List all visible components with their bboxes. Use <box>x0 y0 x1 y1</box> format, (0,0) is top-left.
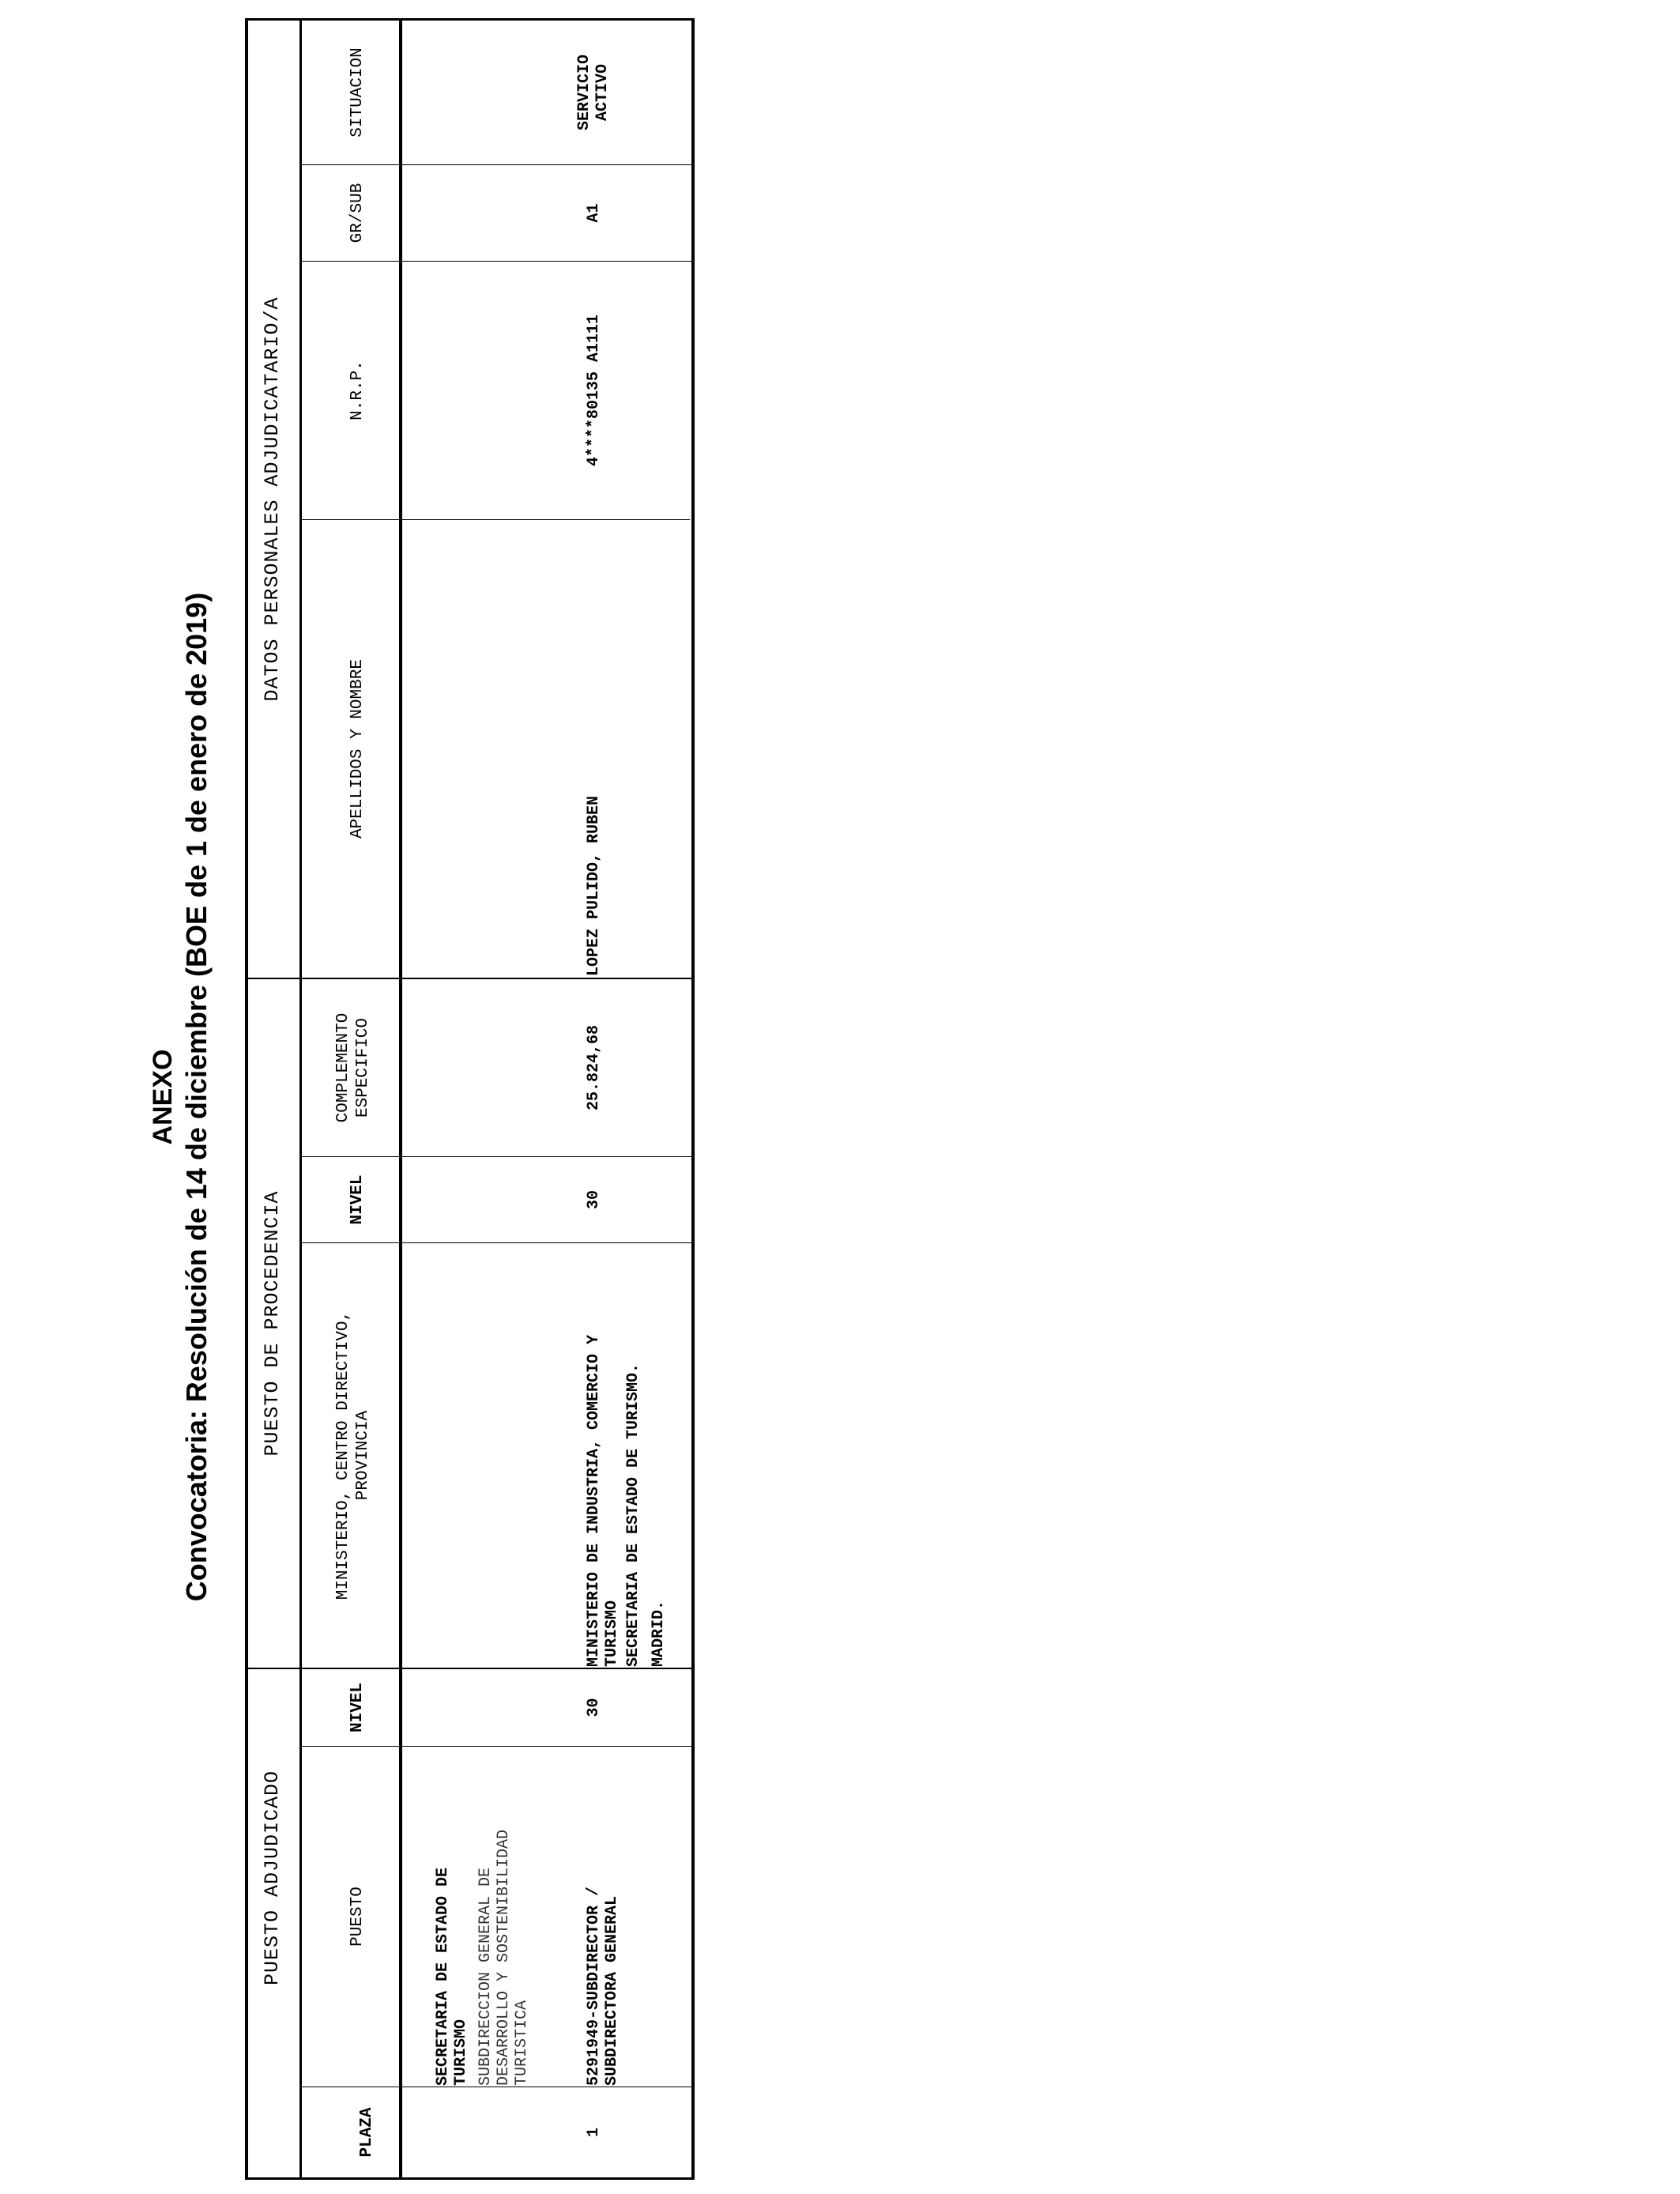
table-border-right <box>245 18 695 21</box>
group-puesto-procedencia: PUESTO DE PROCEDENCIA <box>261 1190 284 1457</box>
section-subdireccion-line3: TURISTICA <box>513 2000 531 2086</box>
row-grsub: A1 <box>585 203 603 223</box>
header-ministerio-line1: MINISTERIO, CENTRO DIRECTIVO, <box>334 1310 352 1600</box>
header-grsub: GR/SUB <box>348 183 367 243</box>
row-apellidos: LOPEZ PULIDO, RUBEN <box>585 795 603 976</box>
row-puesto-line2: SUBDIRECTORA GENERAL <box>603 1895 621 2086</box>
row-complemento: 25.824,68 <box>585 1024 603 1111</box>
section-centro-line2: TURISMO <box>452 2019 470 2086</box>
header-nivel-procedencia: NIVEL <box>348 1174 367 1225</box>
header-ministerio-line2: PROVINCIA <box>354 1410 372 1501</box>
group-datos-personales: DATOS PERSONALES ADJUDICATARIO/A <box>261 296 284 702</box>
header-plaza: PLAZA <box>358 2107 376 2158</box>
table-border-left <box>245 2177 695 2180</box>
header-situacion: SITUACION <box>348 47 367 138</box>
header-puesto: PUESTO <box>348 1887 367 1947</box>
convocatoria-subtitle: Convocatoria: Resolución de 14 de diciembre (BOE de 1 de enero de 2019) <box>180 592 213 1602</box>
row-procedencia-line2: TURISMO <box>603 1600 621 1667</box>
header-nrp: N.R.P. <box>348 360 367 420</box>
group-puesto-adjudicado: PUESTO ADJUDICADO <box>261 1770 284 1986</box>
section-centro-line1: SECRETARIA DE ESTADO DE <box>434 1867 452 2086</box>
row-situacion-line1: SERVICIO <box>575 55 593 131</box>
row-puesto-line1: 5291949-SUBDIRECTOR / <box>585 1886 603 2086</box>
row-procedencia-line1: MINISTERIO DE INDUSTRIA, COMERCIO Y <box>585 1334 603 1667</box>
table-border-top <box>245 19 248 2180</box>
section-subdireccion-line1: SUBDIRECCION GENERAL DE <box>477 1867 495 2086</box>
table-border-bottom <box>691 19 695 2180</box>
header-nivel: NIVEL <box>348 1683 367 1733</box>
row-procedencia-line4: MADRID. <box>650 1600 668 1667</box>
column-header-rule <box>399 19 402 2180</box>
group-divider-1 <box>245 1668 695 1669</box>
row-nivel: 30 <box>585 1698 603 1717</box>
section-subdireccion-line2: DESARROLLO Y SOSTENIBILIDAD <box>495 1829 513 2086</box>
group-divider-2 <box>245 978 695 979</box>
header-complemento-line2: ESPECIFICO <box>354 1017 372 1118</box>
group-header-rule <box>299 19 302 2180</box>
row-nivel-procedencia: 30 <box>585 1190 603 1210</box>
row-nrp: 4****80135 A1111 <box>585 314 603 467</box>
annex-title: ANEXO <box>148 1049 178 1145</box>
row-situacion-line2: ACTIVO <box>593 64 612 122</box>
header-complemento-line1: COMPLEMENTO <box>334 1012 352 1123</box>
row-plaza: 1 <box>585 2128 603 2138</box>
row-procedencia-line3: SECRETARIA DE ESTADO DE TURISMO. <box>624 1363 642 1667</box>
header-apellidos: APELLIDOS Y NOMBRE <box>348 659 367 839</box>
